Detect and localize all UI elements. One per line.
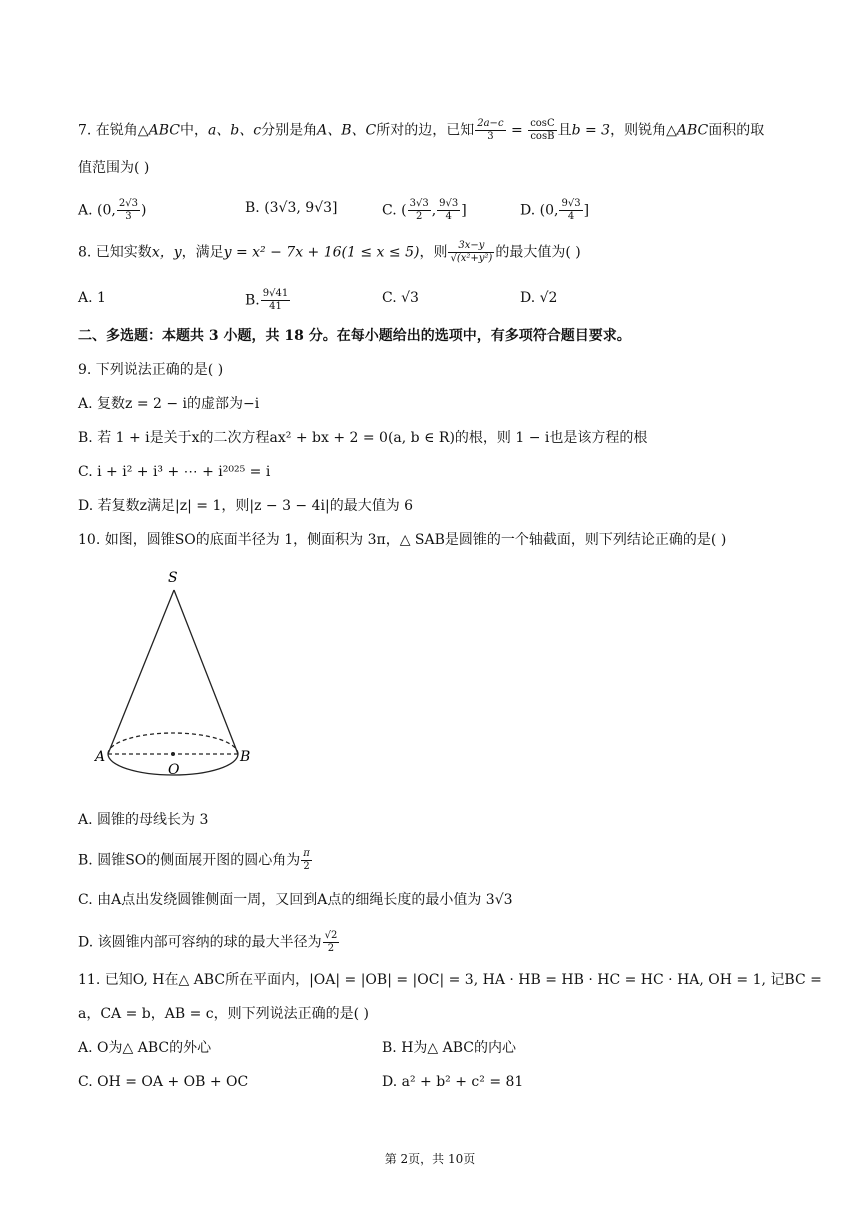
q7-frac1-num: 2a−c [477, 118, 504, 129]
q10-optD-den: 2 [327, 943, 335, 954]
q10-stem: 10. 如图，圆锥SO的底面半径为 1，侧面积为 3π，△ SAB是圆锥的一个轴截面，则下列结论正确的是( ) [78, 532, 727, 548]
q7-fraction-1 [475, 118, 505, 143]
q7-optC-n1: 3√3 [409, 198, 429, 209]
q8-fraction [448, 240, 494, 265]
q9-option-c: C. i + i² + i³ + ⋯ + i²⁰²⁵ = i [78, 464, 271, 480]
q10-optB-den: 2 [303, 861, 310, 872]
q8-optB-text: B. [245, 292, 260, 309]
q7-stem-line2: 值范围为( ) [78, 160, 150, 176]
q8-optB-den: 41 [269, 301, 282, 312]
q7-text-l: 面积的取 [708, 122, 765, 139]
q11-option-a: A. O为△ ABC的外心 [78, 1040, 212, 1056]
q7-optC-frac2 [437, 198, 460, 223]
q8-option-a: A. 1 [78, 290, 106, 306]
q11-option-c: C. OH = OA + OB + OC [78, 1074, 249, 1090]
q7-frac1-den: 3 [487, 131, 494, 142]
q10-optB-frac [301, 848, 312, 873]
q7-eq: = [506, 122, 528, 139]
q7-option-d [520, 198, 589, 223]
q8-option-d: D. √2 [520, 290, 558, 306]
q11-stem-line2: a，CA = b，AB = c，则下列说法正确的是( ) [78, 1006, 370, 1022]
label-o: O [168, 762, 180, 778]
q7-text-j: ，则锐角△ [610, 122, 677, 139]
q7-frac2-num: cosC [530, 118, 555, 129]
q7-optC-end: ] [461, 202, 467, 219]
q7-text-k: ABC [676, 122, 709, 139]
label-s: S [168, 570, 178, 586]
q10-optD-frac [323, 930, 340, 955]
q7-fraction-2 [528, 118, 556, 143]
q8-text-c: ，满足 [181, 244, 224, 261]
q8-text-b: x，y [151, 244, 182, 261]
q7-optD-text: D. (0, [520, 202, 559, 219]
q7-optC-d1: 2 [415, 211, 423, 222]
q7-text-f: A、B、C [317, 122, 377, 139]
q8-frac-den: √(x²+y²) [450, 253, 493, 264]
label-a: A [95, 749, 106, 765]
q8-optB-frac [261, 288, 290, 313]
q9-stem: 9. 下列说法正确的是( ) [78, 362, 224, 378]
q10-option-c: C. 由A点出发绕圆锥侧面一周，又回到A点的细绳长度的最小值为 3√3 [78, 892, 513, 908]
q7-text-g: 所对的边，已知 [376, 122, 475, 139]
q8-optB-num: 9√41 [262, 288, 289, 299]
cone-right-slant [174, 590, 238, 754]
q10-option-a: A. 圆锥的母线长为 3 [78, 812, 209, 828]
q8-stem [78, 240, 581, 265]
q9-option-a: A. 复数z = 2 − i的虚部为−i [78, 396, 260, 412]
q7-text-i: b = 3 [571, 122, 611, 139]
q11-option-d: D. a² + b² + c² = 81 [382, 1074, 524, 1090]
q7-text-b: ABC [148, 122, 180, 139]
q7-text-d: a、b、c [207, 122, 262, 139]
q10-optB-num: π [303, 848, 310, 859]
q7-optA-den: 3 [125, 211, 132, 222]
q8-text-e: ，则 [419, 244, 448, 261]
label-b: B [240, 749, 251, 765]
section-heading-multiple-choice: 二、多选题：本题共 3 小题，共 18 分。在每小题给出的选项中，有多项符合题目要求。 [78, 328, 631, 344]
cone-figure [92, 568, 292, 788]
q7-optD-num: 9√3 [561, 198, 581, 209]
q7-optC-d2: 4 [445, 211, 452, 222]
q9-option-d: D. 若复数z满足|z| = 1，则|z − 3 − 4i|的最大值为 6 [78, 498, 414, 514]
q11-stem-line1: 11. 已知O, H在△ ABC所在平面内，|OA| = |OB| = |OC| = 3, HA · HB = HB · HC = HC · HA, OH = 1, 记BC = [78, 972, 822, 988]
q11-option-b: B. H为△ ABC的内心 [382, 1040, 516, 1056]
q7-text-e: 分别是角 [261, 122, 318, 139]
q10-option-b [78, 848, 313, 873]
q7-optD-den: 4 [567, 211, 575, 222]
cone-base-back-arc [108, 733, 238, 754]
q10-optD-num: √2 [324, 930, 338, 941]
q9-option-b: B. 若 1 + i是关于x的二次方程ax² + bx + 2 = 0(a, b ∈ R)的根，则 1 − i也是该方程的根 [78, 430, 648, 446]
q7-optC-n2: 9√3 [439, 198, 459, 209]
q7-optA-end: ) [140, 202, 147, 219]
q7-optA-num: 2√3 [118, 198, 138, 209]
page-footer: 第 2页，共 10页 [384, 1152, 476, 1166]
q7-option-a [78, 198, 146, 223]
q7-text-a: 7. 在锐角△ [78, 122, 149, 139]
cone-left-slant [108, 590, 174, 754]
q7-optC-text: C. ( [382, 202, 407, 219]
q7-frac2-den: cosB [530, 131, 555, 142]
q7-stem-line1 [78, 118, 764, 143]
q8-text-d: y = x² − 7x + 16(1 ≤ x ≤ 5) [223, 244, 420, 261]
cone-center-point [171, 752, 175, 756]
q7-optA-text: A. (0, [78, 202, 116, 219]
q8-text-f: 的最大值为( ) [495, 244, 581, 261]
q10-optB-text: B. 圆锥SO的侧面展开图的圆心角为 [78, 852, 301, 869]
q7-text-c: 中， [179, 122, 208, 139]
q8-text-a: 8. 已知实数 [78, 244, 152, 261]
q7-option-c: C. ( $\frac{3√3}{2}$ , $\frac{9√3}{4}$ ] [382, 198, 467, 222]
q8-option-c: C. √3 [382, 290, 419, 306]
q10-option-d [78, 930, 340, 955]
q7-text-h: 且 [557, 122, 572, 139]
q7-optD-end: ] [583, 202, 590, 219]
q8-frac-num: 3x−y [448, 240, 494, 253]
q7-option-b: B. (3√3, 9√3] [245, 200, 338, 216]
q7-optD-frac [559, 198, 582, 223]
q7-optA-frac [117, 198, 140, 223]
q10-optD-text: D. 该圆锥内部可容纳的球的最大半径为 [78, 934, 322, 951]
q8-option-b [245, 288, 291, 313]
q7-optC-frac1 [408, 198, 431, 223]
